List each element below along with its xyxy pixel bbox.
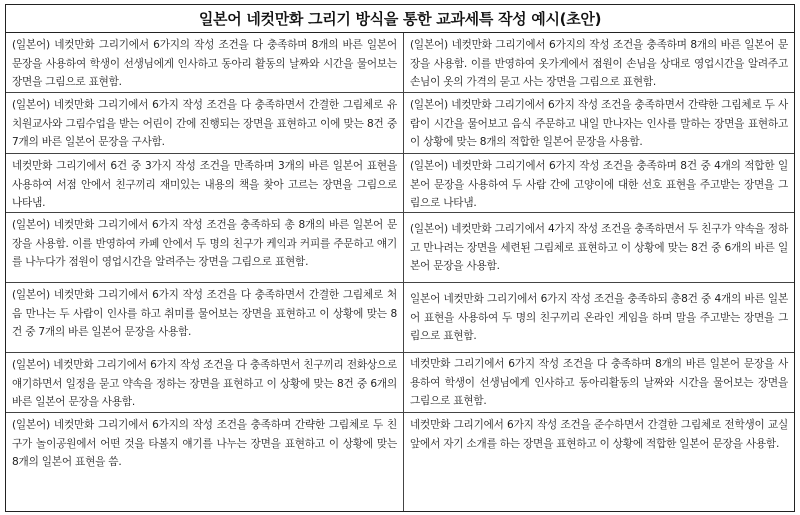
example-cell-4-right xyxy=(404,213,794,283)
example-text: 네컷만화 그리기에서 6가지 작성 조건을 다 충족하며 8개의 바른 일본어 문장을 사용하여 학생이 선생님에게 인사하고 동아리활동의 날짜와 시간을 물어보는 장면을 그림으로 표현함. xyxy=(410,358,788,408)
example-cell-1-left: (일본어) 네컷만화 그리기에서 6가지의 작성 조건을 다 충족하며 8개의 바른 일본어 문장을 사용하여 학생이 선생님에게 인사하고 동아리 활동의 날짜와 시간을 물어보는 장면을 그림으로 표현함. xyxy=(6,33,404,93)
example-cell-7-left: (일본어) 네컷만화 그리기에서 6가지의 작성 조건을 충족하며 간략한 그림체로 두 친구가 놀이공원에서 어떤 것을 타볼지 얘기를 나누는 장면을 표현하고 이 상황에 맞는 8개의 일본어 표현을 씀. xyxy=(6,413,404,511)
example-cell-3-left: 네컷만화 그리기에서 6건 중 3가지 작성 조건을 만족하며 3개의 바른 일본어 표현을 사용하여 서점 안에서 친구끼리 재미있는 내용의 책을 찾아 고르는 장면을 그림으로 나타냄. xyxy=(6,154,404,213)
example-text: 일본어 네컷만화 그리기에서 6가지 작성 조건을 충족하되 총8건 중 4개의 바른 일본어 표현을 사용하여 두 명의 친구끼리 온라인 게임을 하며 말을 주고받는 장면을 그림으로 표현함. xyxy=(410,293,788,343)
example-cell-2-right: (일본어) 네컷만화 그리기에서 6가지 작성 조건을 충족하면서 간략한 그림체로 두 사람이 시간을 물어보고 음식 주문하고 내일 만나자는 인사를 말하는 장면을 표현하고 이 상황에 맞는 8개의 적합한 일본어 문장을 사용함. xyxy=(404,93,794,154)
examples-grid xyxy=(6,33,794,511)
example-cell-5-right xyxy=(404,283,794,353)
example-cell-6-left: (일본어) 네컷만화 그리기에서 6가지 작성 조건을 다 충족하면서 친구끼리 전화상으로 얘기하면서 일정을 묻고 약속을 정하는 장면을 표현하고 이 상황에 맞는 8건 중 6개의 바른 일본어 문장을 사용함. xyxy=(6,353,404,413)
example-cell-7-right: 네컷만화 그리기에서 6가지 작성 조건을 준수하면서 간결한 그림체로 전학생이 교실 앞에서 자기 소개를 하는 장면을 표현하고 이 상황에 적합한 일본어 문장을 사용함. xyxy=(410,419,788,450)
example-cell-5-left: (일본어) 네컷만화 그리기에서 6가지 작성 조건을 다 충족하면서 간결한 그림체로 처음 만나는 두 사람이 인사를 하고 취미를 물어보는 장면을 표현하고 이 상황에 맞는 8건 중 7개의 바른 일본어 문장을 사용함. xyxy=(6,283,404,353)
example-text: (일본어) 네컷만화 그리기에서 4가지 작성 조건을 충족하면서 두 친구가 약속을 정하고 만나려는 장면을 세련된 그림체로 표현하고 이 상황에 맞는 8건 중 6개의 바른 일본어 문장을 사용함. xyxy=(410,223,788,273)
example-cell-2-left: (일본어) 네컷만화 그리기에서 6가지 작성 조건을 다 충족하면서 간결한 그림체로 유치원교사와 그림수업을 받는 어린이 간에 진행되는 장면을 표현하고 이에 맞는 8건 중 7개의 바른 일본어 문장을 구사함. xyxy=(6,93,404,154)
document-table xyxy=(5,4,795,512)
example-cell-3-right: (일본어) 네컷만화 그리기에서 6가지 작성 조건을 충족하며 8건 중 4개의 적합한 일본어 문장을 사용하여 두 사람 간에 고양이에 대한 선호 표현을 주고받는 장면을 그림으로 나타냄. xyxy=(404,154,794,213)
page-title: 일본어 네컷만화 그리기 방식을 통한 교과세특 작성 예시(초안) xyxy=(6,5,794,33)
example-cell-1-right: (일본어) 네컷만화 그리기에서 6가지의 작성 조건을 충족하며 8개의 바른 일본어 문장을 사용함. 이를 반영하여 옷가게에서 점원이 손님을 상대로 영업시간을 알려주고 손님이 옷의 가격의 묻고 사는 장면을 그림으로 표현함. xyxy=(404,33,794,93)
example-cell-4-left: (일본어) 네컷만화 그리기에서 6가지 작성 조건을 충족하되 총 8개의 바른 일본어 문장을 사용함. 이를 반영하여 카페 안에서 두 명의 친구가 케익과 커피를 주문하고 얘기를 나누다가 점원이 영업시간을 알려주는 장면을 그림으로 표현함. xyxy=(6,213,404,283)
example-cell-6-right xyxy=(404,353,794,413)
